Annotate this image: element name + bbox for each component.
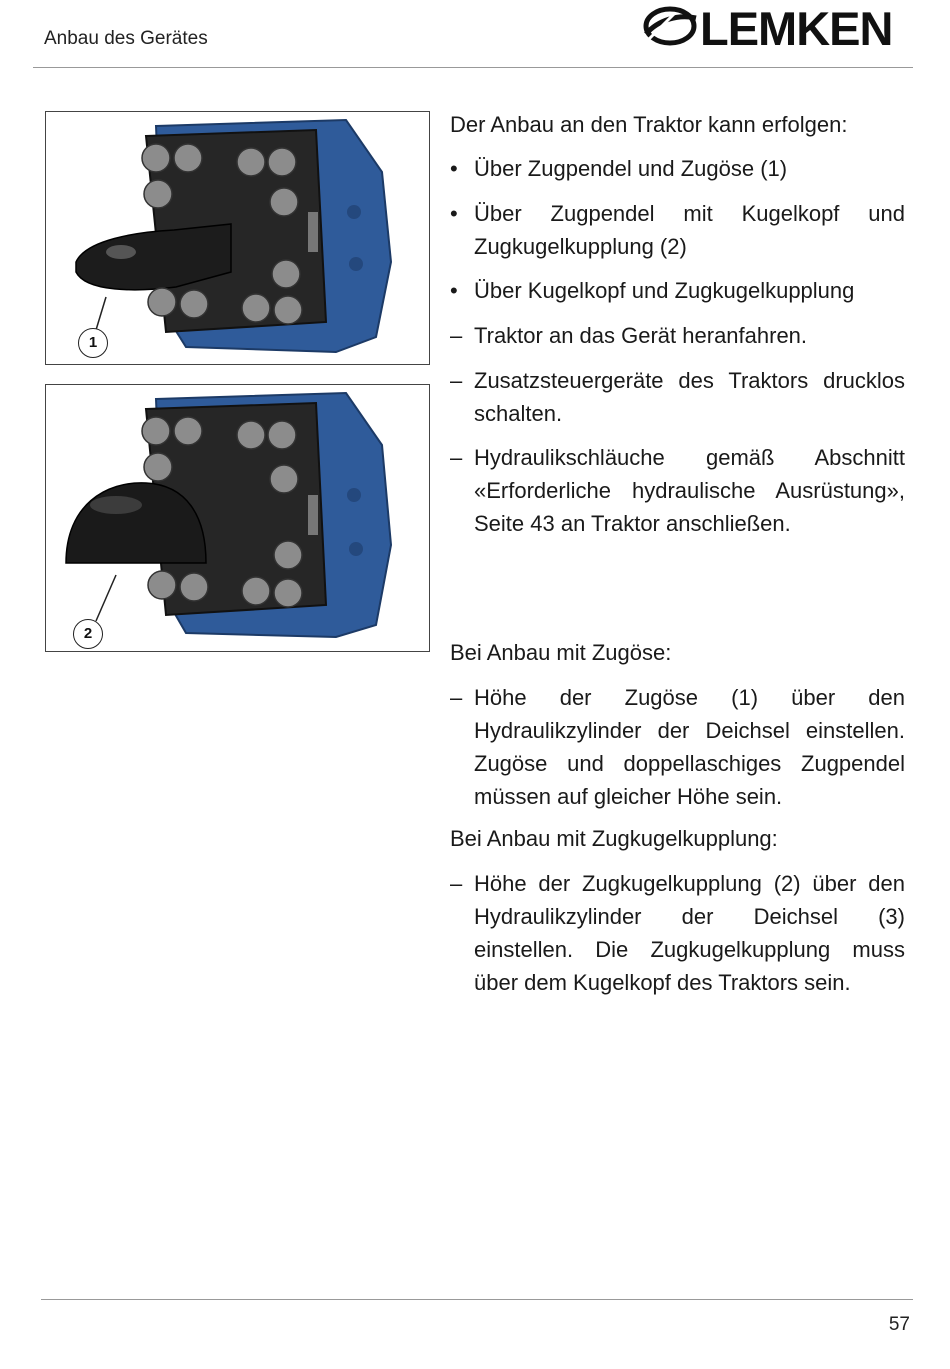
footer-rule <box>41 1299 913 1300</box>
section-title: Anbau des Gerätes <box>44 28 208 49</box>
step-text: Traktor an das Gerät heranfahren. <box>474 323 808 348</box>
bullet-text: Über Zugpendel und Zugöse (1) <box>474 156 788 181</box>
intro-text: Der Anbau an den Traktor kann erfolgen: <box>450 112 848 137</box>
bullet-item <box>450 152 905 185</box>
logo-wordmark: LEMKEN <box>700 2 893 55</box>
page-number: 57 <box>888 1314 910 1335</box>
dash-marker: – <box>450 445 463 470</box>
brand-logo <box>640 0 910 56</box>
step-item <box>450 364 905 430</box>
drawbar-eye-illustration <box>46 112 429 364</box>
figure-ball-hitch <box>45 384 430 652</box>
dash-marker: – <box>450 871 463 896</box>
dash-marker: – <box>450 323 463 348</box>
bullet-text: Über Kugelkopf und Zugkugelkupplung <box>474 278 855 303</box>
step-item <box>450 441 905 540</box>
ball-heading: Bei Anbau mit Zugkugelkupplung: <box>450 826 778 851</box>
bullet-item <box>450 274 905 307</box>
step-text: Hydraulikschläuche gemäß Abschnitt «Erforderliche hydraulische Ausrüstung», Seite 43 an Traktor anschließen. <box>474 445 905 536</box>
bullet-marker: • <box>450 278 458 303</box>
step-item <box>450 681 905 813</box>
figure-drawbar-eye <box>45 111 430 365</box>
step-item <box>450 867 905 999</box>
bullet-text: Über Zugpendel mit Kugelkopf und Zugkugelkupplung (2) <box>474 201 905 259</box>
dash-marker: – <box>450 685 463 710</box>
dash-marker: – <box>450 368 463 393</box>
step-text: Höhe der Zugkugelkupplung (2) über den Hydraulikzylinder der Deichsel (3) einstellen. Die Zugkugelkupplung muss über dem Kugelkopf des Traktors sein. <box>474 871 905 995</box>
bullet-item <box>450 197 905 263</box>
eye-heading: Bei Anbau mit Zugöse: <box>450 640 672 665</box>
callout-2: 2 <box>73 619 103 649</box>
lemken-swirl-icon <box>640 0 700 56</box>
callout-1: 1 <box>78 328 108 358</box>
step-item <box>450 319 905 352</box>
bullet-marker: • <box>450 201 458 226</box>
step-text: Zusatzsteuergeräte des Traktors drucklos schalten. <box>474 368 905 426</box>
bullet-marker: • <box>450 156 458 181</box>
ball-hitch-illustration <box>46 385 429 651</box>
header-rule <box>33 67 913 68</box>
step-text: Höhe der Zugöse (1) über den Hydraulikzylinder der Deichsel einstellen. Zugöse und doppellaschiges Zugpendel müssen auf gleicher Höhe sein. <box>474 685 905 809</box>
